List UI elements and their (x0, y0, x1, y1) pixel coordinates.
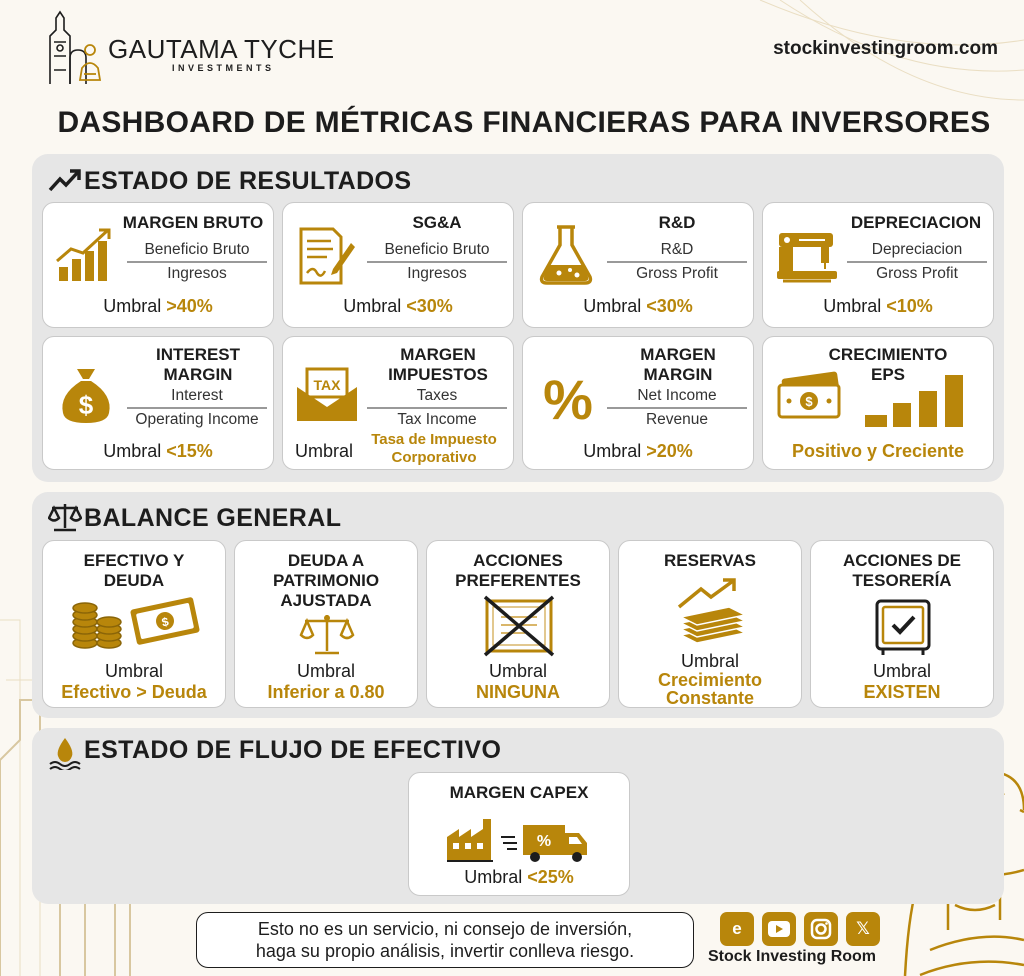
trend-up-icon (48, 166, 82, 194)
threshold-label: Umbral (294, 441, 353, 461)
card-title: MARGEN IMPUESTOS (388, 345, 488, 384)
numerator: Taxes (416, 387, 458, 404)
threshold: Umbral <30% (343, 296, 453, 316)
threshold-value: Crecimiento Constante (657, 670, 763, 708)
website-link[interactable]: stockinvestingroom.com (773, 38, 998, 59)
threshold-value: NINGUNA (476, 682, 560, 702)
card-margen-bruto[interactable] (42, 202, 274, 328)
income-statement-panel (32, 154, 1004, 482)
card-margen-margin[interactable] (522, 336, 754, 470)
document-pen-icon (295, 225, 357, 287)
denominator: Gross Profit (636, 265, 718, 282)
threshold: Umbral >20% (583, 441, 693, 461)
flask-icon (537, 223, 595, 287)
fraction-line (367, 261, 507, 263)
fraction-line (607, 261, 747, 263)
brand-name: GAUTAMA TYCHE (108, 34, 335, 64)
svg-text:TAX: TAX (313, 377, 341, 393)
disclaimer-line-1: Esto no es un servicio, ni consejo de inversión, (257, 919, 633, 939)
threshold-label: Umbral (680, 651, 739, 671)
money-stack-arrow-icon (675, 577, 749, 649)
balance-sheet-panel (32, 492, 1004, 718)
threshold-value: Inferior a 0.80 (267, 682, 385, 702)
e-logo-icon[interactable]: e (720, 912, 754, 946)
balance-sheet-title: BALANCE GENERAL (84, 504, 342, 532)
card-title: RESERVAS (664, 551, 756, 570)
x-icon[interactable]: 𝕏 (846, 912, 880, 946)
threshold: Umbral <10% (823, 296, 933, 316)
threshold-label: Umbral (488, 661, 547, 681)
fraction-line (127, 407, 267, 409)
oil-drop-icon (48, 736, 82, 770)
threshold-value: Efectivo > Deuda (61, 682, 207, 702)
numerator: R&D (660, 241, 694, 258)
card-title: DEPRECIACION (850, 213, 982, 232)
safe-check-icon (873, 597, 933, 657)
card-title: DEUDA A PATRIMONIO AJUSTADA (272, 551, 380, 610)
disclaimer-line-2: haga su propio análisis, invertir conlleva riesgo. (255, 941, 635, 961)
income-statement-title: ESTADO DE RESULTADOS (84, 167, 412, 195)
balance-icon (299, 613, 355, 657)
card-title: MARGEN BRUTO (122, 213, 264, 232)
social-label: Stock Investing Room (708, 948, 877, 965)
svg-text:$: $ (805, 394, 813, 409)
card-rnd[interactable] (522, 202, 754, 328)
card-title: CRECIMIENTO EPS (828, 345, 948, 384)
card-margen-capex[interactable] (408, 772, 630, 896)
denominator: Tax Income (397, 411, 477, 428)
denominator: Revenue (645, 411, 709, 428)
brand-subtitle: INVESTMENTS (172, 63, 275, 73)
threshold: Umbral <25% (464, 867, 574, 887)
threshold: Umbral <15% (103, 441, 213, 461)
fraction-line (847, 261, 987, 263)
card-title: MARGEN MARGIN (640, 345, 716, 384)
card-interest-margin[interactable] (42, 336, 274, 470)
card-title: R&D (658, 213, 696, 232)
numerator: Net Income (637, 387, 717, 404)
percent-icon (537, 369, 599, 425)
card-depreciacion[interactable] (762, 202, 994, 328)
sewing-machine-icon (775, 223, 839, 287)
cash-growth-icon (773, 367, 987, 429)
scales-icon (48, 502, 82, 532)
svg-text:%: % (543, 369, 593, 425)
threshold: Umbral >40% (103, 296, 213, 316)
fraction-line (127, 261, 267, 263)
numerator: Interest (171, 387, 223, 404)
card-title: SG&A (412, 213, 462, 232)
card-crecimiento-eps[interactable] (762, 336, 994, 470)
tax-envelope-icon (295, 367, 359, 423)
card-margen-impuestos[interactable] (282, 336, 514, 470)
card-acciones-tesoreria[interactable] (810, 540, 994, 708)
numerator: Beneficio Bruto (384, 241, 490, 258)
denominator: Ingresos (167, 265, 227, 282)
coins-cash-icon (71, 593, 201, 649)
page-title: DASHBOARD DE MÉTRICAS FINANCIERAS PARA INVERSORES (57, 106, 991, 139)
denominator: Ingresos (407, 265, 467, 282)
instagram-icon[interactable] (804, 912, 838, 946)
threshold-label: Umbral (872, 661, 931, 681)
denominator: Gross Profit (876, 265, 958, 282)
card-title: INTEREST MARGIN (155, 345, 241, 384)
card-sga[interactable] (282, 202, 514, 328)
crossed-certificate-icon (481, 593, 557, 659)
card-deuda-patrimonio[interactable] (234, 540, 418, 708)
svg-text:$: $ (78, 390, 94, 420)
cash-flow-panel (32, 728, 1004, 904)
bar-chart-icon (55, 225, 115, 285)
svg-text:%: % (536, 833, 552, 850)
cash-flow-title: ESTADO DE FLUJO DE EFECTIVO (84, 736, 502, 764)
threshold-value: Positivo y Creciente (791, 441, 965, 461)
card-title: ACCIONES DE TESORERÍA (842, 551, 962, 590)
money-bag-icon (57, 365, 115, 427)
header (44, 10, 1004, 90)
brand-logo-icon (44, 10, 108, 86)
svg-text:$: $ (160, 614, 170, 630)
youtube-icon[interactable] (762, 912, 796, 946)
fraction-line (607, 407, 747, 409)
threshold-value: Tasa de Impuesto Corporativo (371, 431, 497, 466)
card-title: MARGEN CAPEX (449, 783, 589, 802)
numerator: Beneficio Bruto (144, 241, 250, 258)
card-efectivo-deuda[interactable] (42, 540, 226, 708)
card-reservas[interactable] (618, 540, 802, 708)
threshold-label: Umbral (104, 661, 163, 681)
threshold-value: EXISTEN (863, 682, 941, 702)
threshold: Umbral <30% (583, 296, 693, 316)
fraction-line (367, 407, 507, 409)
card-title: ACCIONES PREFERENTES (455, 551, 581, 590)
denominator: Operating Income (135, 411, 259, 428)
factory-truck-icon (445, 813, 595, 863)
threshold-label: Umbral (296, 661, 355, 681)
card-acciones-preferentes[interactable] (426, 540, 610, 708)
disclaimer (196, 912, 694, 968)
numerator: Depreciacion (871, 241, 963, 258)
card-title: EFECTIVO Y DEUDA (83, 551, 185, 590)
